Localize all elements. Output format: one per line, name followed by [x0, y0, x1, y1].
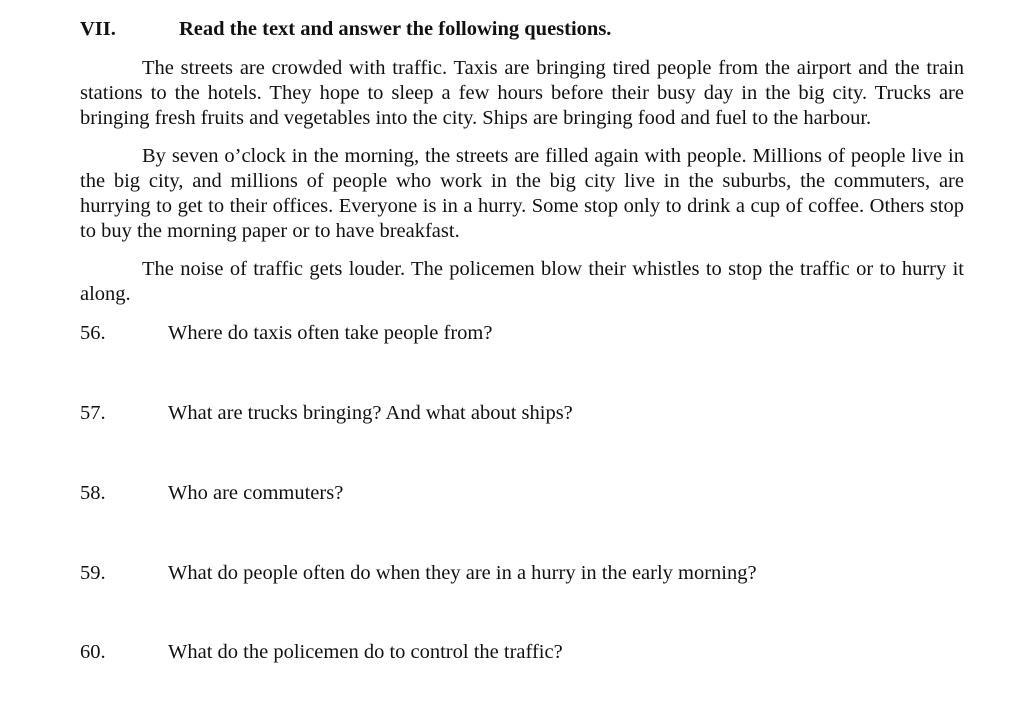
question-60	[80, 639, 960, 665]
question-text: What do the policemen do to control the traffic?	[168, 641, 563, 663]
question-number: 60.	[80, 641, 106, 663]
section-header	[80, 15, 960, 43]
question-number: 58.	[80, 482, 106, 504]
question-text: Who are commuters?	[168, 482, 344, 504]
question-text: What are trucks bringing? And what about ships?	[168, 402, 573, 424]
passage-paragraph-3: The noise of traffic gets louder. The policemen blow their whistles to stop the traffic or to hurry it along.	[80, 258, 964, 305]
section-number: VII.	[80, 18, 116, 40]
section-instruction: Read the text and answer the following questions.	[179, 18, 612, 40]
question-59	[80, 560, 960, 586]
question-text: What do people often do when they are in a hurry in the early morning?	[168, 562, 757, 584]
reading-passage	[80, 56, 964, 320]
question-56	[80, 320, 960, 346]
question-number: 57.	[80, 402, 106, 424]
passage-paragraph-2: By seven o’clock in the morning, the streets are filled again with people. Millions of people live in the big city, and millions of people who work in the big city live in the suburbs, the commuters, are hurrying to get to their offices. Everyone is in a hurry. Some stop only to drink a cup of coffee. Others stop to buy the morning paper or to have breakfast.	[80, 145, 964, 242]
cut-off-previous-text	[240, 0, 540, 1]
question-number: 59.	[80, 562, 106, 584]
passage-paragraph-1: The streets are crowded with traffic. Taxis are bringing tired people from the airport and the train stations to the hotels. They hope to sleep a few hours before their busy day in the big city. Trucks are bringing fresh fruits and vegetables into the city. Ships are bringing food and fuel to the harbour.	[80, 57, 964, 129]
question-58	[80, 480, 960, 506]
question-text: Where do taxis often take people from?	[168, 322, 493, 344]
question-number: 56.	[80, 322, 106, 344]
question-57	[80, 400, 960, 426]
